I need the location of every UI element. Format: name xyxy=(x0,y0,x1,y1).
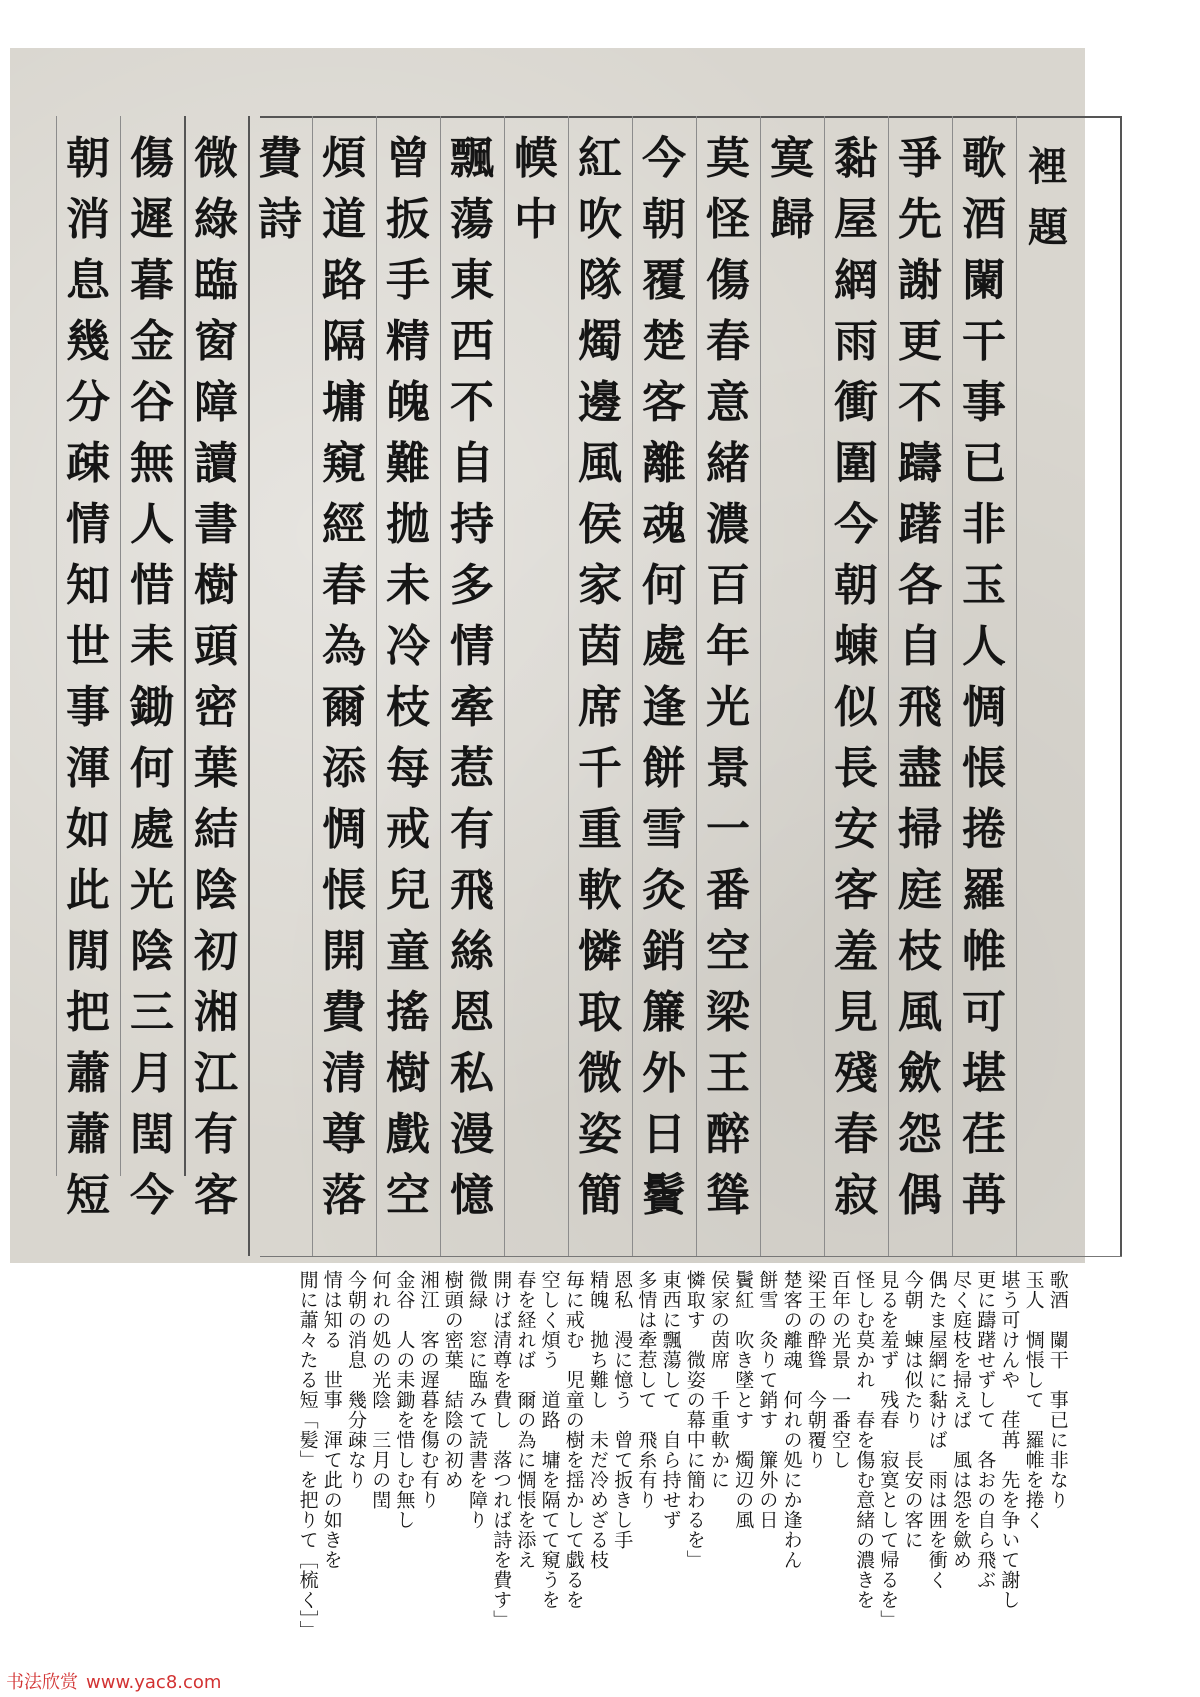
reading-line: 空しく煩う 道路 墉を隔てて窺うを xyxy=(538,1270,561,1610)
calligraphy-character: 落 xyxy=(322,1170,366,1221)
reading-line: 百年の光景 一番空し xyxy=(829,1270,851,1470)
calligraphy-character: 兒 xyxy=(386,865,430,916)
calligraphy-character: 逢 xyxy=(642,682,686,733)
calligraphy-character: 漫 xyxy=(450,1109,494,1160)
column-ruling xyxy=(184,116,186,1176)
calligraphy-character: 何 xyxy=(642,560,686,611)
calligraphy-character: 陰 xyxy=(194,865,238,916)
calligraphy-column xyxy=(1019,136,1077,1286)
reading-line: 偶たま屋網に黏けば 雨は囲を衝く xyxy=(925,1270,948,1590)
calligraphy-character: 空 xyxy=(386,1170,430,1221)
calligraphy-character: 姿 xyxy=(578,1109,622,1160)
calligraphy-character: 日 xyxy=(642,1109,686,1160)
reading-line: 見るを羞ず 残春 寂寞として帰るを」 xyxy=(877,1270,900,1630)
calligraphy-character: 情 xyxy=(450,621,494,672)
calligraphy-character: 戒 xyxy=(386,804,430,855)
calligraphy-character: 臨 xyxy=(194,255,238,306)
calligraphy-character: 風 xyxy=(898,987,942,1038)
calligraphy-character: 持 xyxy=(450,499,494,550)
frame-right-line xyxy=(1120,116,1122,1256)
reading-line: 餅雪 灸りて銷す 簾外の日 xyxy=(756,1270,779,1530)
column-ruling xyxy=(504,116,505,1256)
calligraphy-character: 取 xyxy=(578,987,622,1038)
calligraphy-character: 手 xyxy=(386,255,430,306)
calligraphy-character: 精 xyxy=(386,316,430,367)
calligraphy-character: 搖 xyxy=(386,987,430,1038)
calligraphy-character: 掃 xyxy=(898,804,942,855)
reading-line: 玉人 惆悵して 羅帷を捲く xyxy=(1022,1270,1045,1530)
calligraphy-character: 春 xyxy=(706,316,750,367)
calligraphy-character: 清 xyxy=(322,1048,366,1099)
calligraphy-character: 雪 xyxy=(642,804,686,855)
calligraphy-character: 軟 xyxy=(578,865,622,916)
calligraphy-character: 歌 xyxy=(962,133,1006,184)
calligraphy-character: 消 xyxy=(66,194,110,245)
calligraphy-character: 蕭 xyxy=(66,1109,110,1160)
calligraphy-character: 惹 xyxy=(450,743,494,794)
calligraphy-character: 屋 xyxy=(834,194,878,245)
calligraphy-character: 雨 xyxy=(834,316,878,367)
calligraphy-character: 疎 xyxy=(66,438,110,489)
calligraphy-character: 魄 xyxy=(386,377,430,428)
calligraphy-character: 衝 xyxy=(834,377,878,428)
calligraphy-column xyxy=(507,128,565,1278)
calligraphy-character: 意 xyxy=(706,377,750,428)
calligraphy-character: 讀 xyxy=(194,438,238,489)
calligraphy-character: 初 xyxy=(194,926,238,977)
column-ruling xyxy=(952,116,953,1256)
column-ruling xyxy=(248,116,250,1256)
calligraphy-character: 安 xyxy=(834,804,878,855)
calligraphy-character: 謝 xyxy=(898,255,942,306)
calligraphy-character: 短 xyxy=(66,1170,110,1221)
calligraphy-character: 世 xyxy=(66,621,110,672)
calligraphy-character: 每 xyxy=(386,743,430,794)
calligraphy-character: 爭 xyxy=(898,133,942,184)
calligraphy-character: 幙 xyxy=(514,133,558,184)
calligraphy-character: 多 xyxy=(450,560,494,611)
calligraphy-character: 寞 xyxy=(770,133,814,184)
reading-line: 微緑 窓に臨みて読書を障り xyxy=(466,1270,488,1530)
reading-line: 情は知る 世事 渾て此の如きを xyxy=(320,1270,343,1570)
calligraphy-character: 扳 xyxy=(386,194,430,245)
calligraphy-character: 事 xyxy=(962,377,1006,428)
calligraphy-character: 王 xyxy=(706,1048,750,1099)
calligraphy-character: 庭 xyxy=(898,865,942,916)
calligraphy-character: 悵 xyxy=(962,743,1006,794)
calligraphy-character: 煩 xyxy=(322,133,366,184)
calligraphy-character: 結 xyxy=(194,804,238,855)
column-ruling xyxy=(56,116,57,1176)
calligraphy-character: 閏 xyxy=(130,1109,174,1160)
calligraphy-character: 葉 xyxy=(194,743,238,794)
calligraphy-character: 窺 xyxy=(322,438,366,489)
calligraphy-character: 綠 xyxy=(194,194,238,245)
calligraphy-character: 障 xyxy=(194,377,238,428)
calligraphy-character: 何 xyxy=(130,743,174,794)
calligraphy-character: 殘 xyxy=(834,1048,878,1099)
calligraphy-character: 怪 xyxy=(706,194,750,245)
calligraphy-character: 光 xyxy=(706,682,750,733)
watermark xyxy=(6,1668,229,1692)
calligraphy-character: 邊 xyxy=(578,377,622,428)
column-ruling xyxy=(568,116,569,1256)
calligraphy-column xyxy=(955,128,1013,1278)
calligraphy-character: 戲 xyxy=(386,1109,430,1160)
calligraphy-character: 飛 xyxy=(450,865,494,916)
calligraphy-column xyxy=(315,128,373,1278)
calligraphy-character: 梁 xyxy=(706,987,750,1038)
calligraphy-character: 憐 xyxy=(578,926,622,977)
calligraphy-character: 帷 xyxy=(962,926,1006,977)
calligraphy-character: 紅 xyxy=(578,133,622,184)
calligraphy-column xyxy=(59,128,117,1278)
calligraphy-character: 網 xyxy=(834,255,878,306)
column-ruling xyxy=(1016,116,1017,1256)
calligraphy-character: 窗 xyxy=(194,316,238,367)
calligraphy-character: 樹 xyxy=(386,1048,430,1099)
reading-line: 更に躊躇せずして 各おの自ら飛ぶ xyxy=(974,1270,997,1590)
column-ruling xyxy=(376,116,377,1256)
calligraphy-character: 西 xyxy=(450,316,494,367)
calligraphy-character: 今 xyxy=(834,499,878,550)
calligraphy-character: 重 xyxy=(578,804,622,855)
calligraphy-character: 灸 xyxy=(642,865,686,916)
calligraphy-character: 番 xyxy=(706,865,750,916)
column-ruling xyxy=(888,116,889,1256)
calligraphy-character: 密 xyxy=(194,682,238,733)
calligraphy-character: 惜 xyxy=(130,560,174,611)
calligraphy-character: 朝 xyxy=(66,133,110,184)
calligraphy-character: 惆 xyxy=(962,682,1006,733)
calligraphy-character: 墉 xyxy=(322,377,366,428)
calligraphy-character: 客 xyxy=(194,1170,238,1221)
calligraphy-character: 空 xyxy=(706,926,750,977)
calligraphy-character: 聳 xyxy=(706,1170,750,1221)
calligraphy-character: 悵 xyxy=(322,865,366,916)
calligraphy-character: 遲 xyxy=(130,194,174,245)
calligraphy-character: 樹 xyxy=(194,560,238,611)
watermark-site-name: 书法欣赏 xyxy=(6,1672,78,1693)
reading-line: 多情は牽惹して 飛糸有り xyxy=(635,1270,658,1510)
calligraphy-character: 今 xyxy=(130,1170,174,1221)
calligraphy-character: 中 xyxy=(514,194,558,245)
calligraphy-character: 客 xyxy=(834,865,878,916)
calligraphy-character: 人 xyxy=(130,499,174,550)
reading-line: 鬢紅 吹き墜とす 燭辺の風 xyxy=(732,1270,755,1530)
reading-line: 怪しむ莫かれ 春を傷む意緒の濃きを xyxy=(853,1270,876,1610)
calligraphy-character: 憶 xyxy=(450,1170,494,1221)
calligraphy-character: 一 xyxy=(706,804,750,855)
calligraphy-column xyxy=(571,128,629,1278)
calligraphy-character: 春 xyxy=(834,1109,878,1160)
column-ruling xyxy=(312,116,313,1256)
calligraphy-character: 春 xyxy=(322,560,366,611)
calligraphy-character: 莫 xyxy=(706,133,750,184)
calligraphy-character: 醉 xyxy=(706,1109,750,1160)
calligraphy-character: 隔 xyxy=(322,316,366,367)
calligraphy-character: 羅 xyxy=(962,865,1006,916)
calligraphy-character: 難 xyxy=(386,438,430,489)
column-ruling xyxy=(824,116,825,1256)
calligraphy-character: 人 xyxy=(962,621,1006,672)
calligraphy-character: 渾 xyxy=(66,743,110,794)
calligraphy-character: 年 xyxy=(706,621,750,672)
calligraphy-character: 恩 xyxy=(450,987,494,1038)
column-ruling xyxy=(696,116,697,1256)
calligraphy-column xyxy=(187,128,245,1278)
reading-line: 恩私 漫に憶う 曾て扳きし手 xyxy=(611,1270,634,1550)
calligraphy-character: 陰 xyxy=(130,926,174,977)
calligraphy-character: 寂 xyxy=(834,1170,878,1221)
kundoku-reading xyxy=(295,1270,1070,1670)
calligraphy-character: 傷 xyxy=(706,255,750,306)
calligraphy-character: 裡 xyxy=(1028,143,1068,190)
calligraphy-character: 蝀 xyxy=(834,621,878,672)
calligraphy-column xyxy=(635,128,693,1278)
calligraphy-character: 吹 xyxy=(578,194,622,245)
calligraphy-character: 費 xyxy=(258,133,302,184)
calligraphy-character: 隊 xyxy=(578,255,622,306)
calligraphy-character: 如 xyxy=(66,804,110,855)
calligraphy-character: 離 xyxy=(642,438,686,489)
calligraphy-character: 濃 xyxy=(706,499,750,550)
calligraphy-character: 躊 xyxy=(898,438,942,489)
calligraphy-character: 自 xyxy=(898,621,942,672)
calligraphy-character: 東 xyxy=(450,255,494,306)
calligraphy-character: 開 xyxy=(322,926,366,977)
calligraphy-character: 盡 xyxy=(898,743,942,794)
reading-line: 湘江 客の遅暮を傷む有り xyxy=(417,1270,440,1510)
calligraphy-character: 景 xyxy=(706,743,750,794)
calligraphy-character: 息 xyxy=(66,255,110,306)
calligraphy-character: 自 xyxy=(450,438,494,489)
calligraphy-column xyxy=(379,128,437,1278)
calligraphy-character: 金 xyxy=(130,316,174,367)
calligraphy-character: 冷 xyxy=(386,621,430,672)
calligraphy-character: 未 xyxy=(386,560,430,611)
calligraphy-character: 爾 xyxy=(322,682,366,733)
reading-line: 閒に蕭々たる短「髪」を把りて［梳く］」 xyxy=(296,1270,319,1641)
calligraphy-character: 無 xyxy=(130,438,174,489)
calligraphy-character: 處 xyxy=(130,804,174,855)
calligraphy-column xyxy=(251,128,309,1278)
reading-line: 尽く庭枝を掃えば 風は怨を歛め xyxy=(950,1270,972,1570)
calligraphy-character: 侯 xyxy=(578,499,622,550)
calligraphy-character: 覆 xyxy=(642,255,686,306)
calligraphy-character: 童 xyxy=(386,926,430,977)
calligraphy-character: 絲 xyxy=(450,926,494,977)
calligraphy-character: 堪 xyxy=(962,1048,1006,1099)
calligraphy-character: 幾 xyxy=(66,316,110,367)
calligraphy-character: 路 xyxy=(322,255,366,306)
calligraphy-character: 不 xyxy=(898,377,942,428)
calligraphy-character: 圍 xyxy=(834,438,878,489)
calligraphy-character: 拋 xyxy=(386,499,430,550)
calligraphy-character: 非 xyxy=(962,499,1006,550)
calligraphy-character: 事 xyxy=(66,682,110,733)
calligraphy-character: 私 xyxy=(450,1048,494,1099)
calligraphy-character: 今 xyxy=(642,133,686,184)
calligraphy-character: 玉 xyxy=(962,560,1006,611)
calligraphy-character: 似 xyxy=(834,682,878,733)
calligraphy-manuscript xyxy=(10,48,1085,1263)
reading-line: 歌酒 闌干 事已に非なり xyxy=(1046,1270,1069,1510)
calligraphy-character: 鋤 xyxy=(130,682,174,733)
reading-line: 今朝の消息 幾分疎なり xyxy=(345,1270,367,1490)
calligraphy-character: 光 xyxy=(130,865,174,916)
calligraphy-character: 荏 xyxy=(962,1109,1006,1160)
reading-line: 侯家の茵席 千重軟かに xyxy=(708,1270,730,1490)
reading-line: 何れの処の光陰 三月の閏 xyxy=(369,1270,392,1510)
calligraphy-character: 銷 xyxy=(642,926,686,977)
calligraphy-character: 有 xyxy=(450,804,494,855)
calligraphy-character: 蕭 xyxy=(66,1048,110,1099)
calligraphy-character: 簾 xyxy=(642,987,686,1038)
calligraphy-character: 飄 xyxy=(450,133,494,184)
calligraphy-character: 閒 xyxy=(66,926,110,977)
calligraphy-character: 把 xyxy=(66,987,110,1038)
column-ruling xyxy=(632,116,633,1256)
column-ruling xyxy=(120,116,121,1176)
calligraphy-character: 枝 xyxy=(386,682,430,733)
calligraphy-character: 緒 xyxy=(706,438,750,489)
reading-line: 梁王の酔聳 今朝覆り xyxy=(804,1270,827,1470)
reading-line: 金谷 人の耒鋤を惜しむ無し xyxy=(393,1270,416,1530)
reading-line: 精魄 拋ち難し 未だ冷めざる枝 xyxy=(587,1270,609,1570)
reading-line: 楚客の離魂 何れの処にか逢わん xyxy=(780,1270,803,1570)
calligraphy-character: 更 xyxy=(898,316,942,367)
reading-line: 堪う可けんや 荏苒 先を争いて謝し xyxy=(998,1270,1021,1610)
calligraphy-character: 黏 xyxy=(834,133,878,184)
calligraphy-character: 燭 xyxy=(578,316,622,367)
calligraphy-character: 微 xyxy=(578,1048,622,1099)
calligraphy-character: 江 xyxy=(194,1048,238,1099)
calligraphy-character: 此 xyxy=(66,865,110,916)
calligraphy-character: 傷 xyxy=(130,133,174,184)
calligraphy-character: 怨 xyxy=(898,1109,942,1160)
calligraphy-character: 歛 xyxy=(898,1048,942,1099)
calligraphy-character: 楚 xyxy=(642,316,686,367)
calligraphy-character: 三 xyxy=(130,987,174,1038)
calligraphy-character: 題 xyxy=(1028,204,1068,251)
calligraphy-character: 歸 xyxy=(770,194,814,245)
reading-line: 開けば清尊を費し 落つれば詩を費す」 xyxy=(490,1270,513,1630)
reading-line: 東西に飄蕩して 自ら持せず xyxy=(659,1270,682,1530)
column-ruling xyxy=(440,116,441,1256)
calligraphy-character: 微 xyxy=(194,133,238,184)
calligraphy-character: 情 xyxy=(66,499,110,550)
calligraphy-character: 知 xyxy=(66,560,110,611)
reading-line: 憐取す 微姿の幕中に簡わるを」 xyxy=(683,1270,706,1570)
calligraphy-character: 耒 xyxy=(130,621,174,672)
calligraphy-column xyxy=(123,128,181,1278)
calligraphy-character: 先 xyxy=(898,194,942,245)
calligraphy-character: 可 xyxy=(962,987,1006,1038)
calligraphy-character: 魂 xyxy=(642,499,686,550)
calligraphy-grid xyxy=(50,88,1080,1238)
calligraphy-character: 見 xyxy=(834,987,878,1038)
calligraphy-character: 百 xyxy=(706,560,750,611)
calligraphy-character: 分 xyxy=(66,377,110,428)
calligraphy-character: 經 xyxy=(322,499,366,550)
calligraphy-character: 朝 xyxy=(834,560,878,611)
calligraphy-column xyxy=(699,128,757,1278)
calligraphy-character: 費 xyxy=(322,987,366,1038)
calligraphy-character: 外 xyxy=(642,1048,686,1099)
calligraphy-character: 簡 xyxy=(578,1170,622,1221)
calligraphy-column xyxy=(891,128,949,1278)
reading-line: 樹頭の密葉 結陰の初め xyxy=(441,1270,464,1490)
reading-line: 毎に戒む 児童の樹を揺かして戯るを xyxy=(562,1270,585,1610)
calligraphy-character: 湘 xyxy=(194,987,238,1038)
calligraphy-character: 詩 xyxy=(258,194,302,245)
calligraphy-character: 月 xyxy=(130,1048,174,1099)
calligraphy-character: 偶 xyxy=(898,1170,942,1221)
calligraphy-character: 捲 xyxy=(962,804,1006,855)
calligraphy-character: 朝 xyxy=(642,194,686,245)
calligraphy-column xyxy=(827,128,885,1278)
calligraphy-character: 惆 xyxy=(322,804,366,855)
calligraphy-character: 已 xyxy=(962,438,1006,489)
calligraphy-character: 添 xyxy=(322,743,366,794)
calligraphy-character: 處 xyxy=(642,621,686,672)
calligraphy-character: 蕩 xyxy=(450,194,494,245)
calligraphy-character: 有 xyxy=(194,1109,238,1160)
calligraphy-character: 干 xyxy=(962,316,1006,367)
calligraphy-character: 風 xyxy=(578,438,622,489)
calligraphy-character: 枝 xyxy=(898,926,942,977)
calligraphy-character: 道 xyxy=(322,194,366,245)
calligraphy-character: 苒 xyxy=(962,1170,1006,1221)
calligraphy-character: 茵 xyxy=(578,621,622,672)
reading-line: 春を経れば 爾の為に惆悵を添え xyxy=(514,1270,537,1570)
calligraphy-character: 躇 xyxy=(898,499,942,550)
watermark-url: www.yac8.com xyxy=(86,1672,222,1693)
calligraphy-character: 曾 xyxy=(386,133,430,184)
calligraphy-character: 家 xyxy=(578,560,622,611)
calligraphy-character: 闌 xyxy=(962,255,1006,306)
column-ruling xyxy=(760,116,761,1256)
calligraphy-character: 席 xyxy=(578,682,622,733)
calligraphy-character: 各 xyxy=(898,560,942,611)
calligraphy-character: 酒 xyxy=(962,194,1006,245)
calligraphy-character: 書 xyxy=(194,499,238,550)
calligraphy-character: 暮 xyxy=(130,255,174,306)
calligraphy-character: 牽 xyxy=(450,682,494,733)
calligraphy-character: 不 xyxy=(450,377,494,428)
calligraphy-column xyxy=(443,128,501,1278)
frame-top-line xyxy=(260,116,1122,118)
calligraphy-character: 餅 xyxy=(642,743,686,794)
calligraphy-character: 長 xyxy=(834,743,878,794)
calligraphy-character: 客 xyxy=(642,377,686,428)
calligraphy-character: 飛 xyxy=(898,682,942,733)
calligraphy-character: 千 xyxy=(578,743,622,794)
calligraphy-character: 羞 xyxy=(834,926,878,977)
reading-line: 今朝 蝀は似たり 長安の客に xyxy=(901,1270,924,1550)
calligraphy-character: 尊 xyxy=(322,1109,366,1160)
calligraphy-column xyxy=(763,128,821,1278)
calligraphy-character: 頭 xyxy=(194,621,238,672)
calligraphy-character: 鬢 xyxy=(642,1170,686,1221)
calligraphy-character: 谷 xyxy=(130,377,174,428)
calligraphy-character: 為 xyxy=(322,621,366,672)
